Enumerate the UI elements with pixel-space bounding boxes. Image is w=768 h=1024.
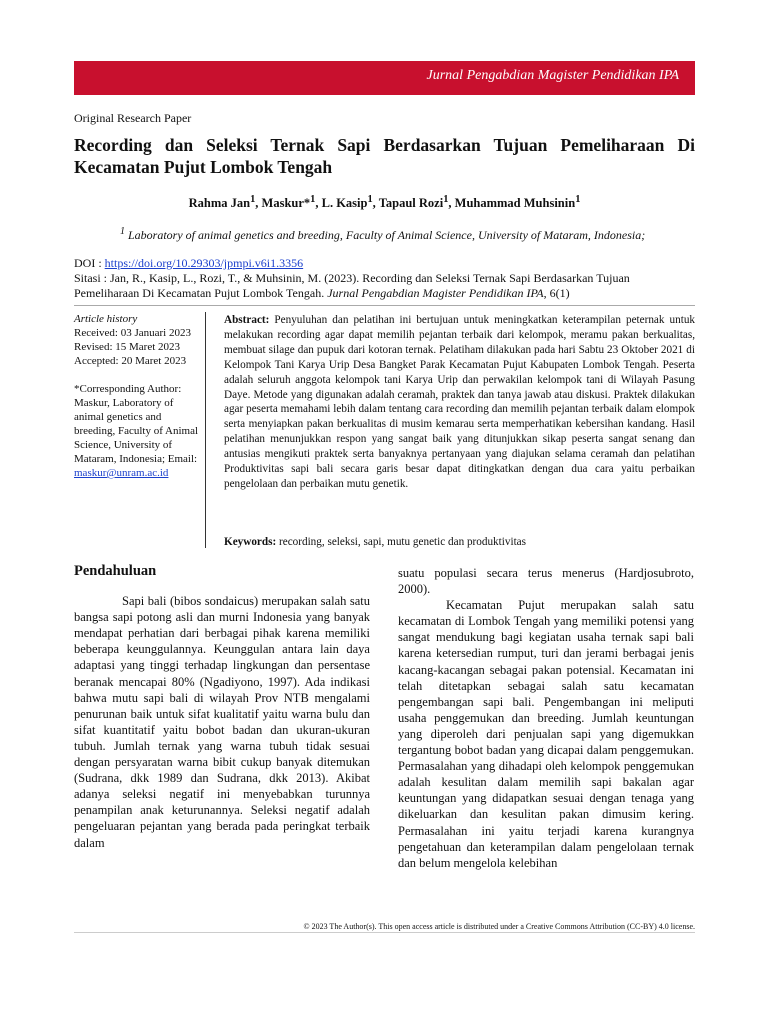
journal-name: Jurnal Pengabdian Magister Pendidikan IPA (426, 68, 679, 83)
accepted-date: Accepted: 20 Maret 2023 (74, 355, 187, 367)
keywords-label: Keywords: (224, 536, 277, 548)
author-name: L. Kasip (321, 196, 368, 211)
body-paragraph: suatu populasi secara terus menerus (Hardjosubroto, 2000). (398, 566, 694, 597)
corresponding-email-link[interactable]: maskur@unram.ac.id (74, 467, 169, 479)
citation-volume: , 6(1) (543, 286, 570, 300)
paper-type: Original Research Paper (74, 111, 192, 125)
keywords-text: recording, seleksi, sapi, mutu genetic dan produktivitas (279, 536, 526, 548)
doi-link[interactable]: https://doi.org/10.29303/jpmpi.v6i1.3356 (104, 256, 304, 270)
doi-line (74, 256, 303, 271)
footer-divider (74, 932, 695, 933)
author-mark: 1 (310, 194, 316, 205)
author-name: Maskur* (261, 196, 311, 211)
affiliation-mark: 1 (120, 226, 125, 237)
license-footer: © 2023 The Author(s). This open access article is distributed under a Creative Commons Attribution (CC-BY) 4.0 license. (303, 922, 695, 931)
author-name: Rahma Jan (188, 196, 251, 211)
author-mark: 1 (250, 194, 256, 205)
header-divider (74, 305, 695, 306)
affiliation (120, 226, 645, 243)
author-name: Muhammad Muhsinin (454, 196, 576, 211)
body-column-left (74, 563, 370, 851)
corresponding-author (74, 382, 202, 480)
author-mark: 1 (575, 194, 581, 205)
citation-journal: Jurnal Pengabdian Magister Pendidikan IPA (327, 286, 544, 300)
abstract-label: Abstract: (224, 314, 270, 326)
article-info-sidebar (74, 312, 202, 480)
doi-label: DOI : (74, 256, 105, 270)
corresponding-text: *Corresponding Author: Maskur, Laboratory of animal genetics and breeding, Faculty of Animal Science, University of Mataram, Indonesia; Email: (74, 383, 199, 465)
author-name: Tapaul Rozi (378, 196, 444, 211)
section-heading: Pendahuluan (74, 563, 157, 579)
revised-date: Revised: 15 Maret 2023 (74, 341, 181, 353)
body-paragraph: Sapi bali (bibos sondaicus) merupakan salah satu bangsa sapi potong asli dan murni Indonesia yang banyak mendapat perhatian dari berbagai pihak karena memiliki beberapa keunggulannya. Keunggulan antara lain daya adaptasi yang tinggi terhadap lingkungan dan persentase beranak mencapai 80% (Ngadiyono, 1997). Ada indikasi bahwa mutu sapi bali di wilayah Prov NTB mengalami penurunan baik untuk sifat kualitatif yaitu warna bulu dan sifat kuantitatif yaitu bobot badan dan ukuran-ukuran tubuh. Jumlah ternak yang warna tubuh tidak sesuai dengan persyaratan warna bibit cukup banyak ditemukan (Sudrana, dkk 1989 dan Sudrana, dkk 2013). Akibat adanya seleksi negatif ini menyebabkan turunnya penampilan anak keturunannya. Seleksi negatif adalah pengeluaran pejantan yang berada pada peringkat terbaik dalam (74, 594, 370, 850)
paper-title: Recording dan Seleksi Ternak Sapi Berdasarkan Tujuan Pemeliharaan Di Kecamatan Pujut Lombok Tengah (74, 135, 695, 177)
received-date: Received: 03 Januari 2023 (74, 327, 191, 339)
citation-text: Sitasi : Jan, R., Kasip, L., Rozi, T., & Muhsinin, M. (2023). Recording dan Seleksi Ternak Sapi Berdasarkan Tujuan Pemeliharaan Di Kecamatan Pujut Lombok Tengah. (74, 271, 630, 300)
body-column-right (398, 565, 694, 871)
affiliation-text: Laboratory of animal genetics and breeding, Faculty of Animal Science, University of Mataram, Indonesia; (128, 228, 646, 242)
journal-banner (74, 61, 695, 95)
author-mark: 1 (443, 194, 449, 205)
sidebar-divider (205, 312, 206, 548)
citation (74, 271, 695, 301)
abstract (224, 313, 695, 492)
body-paragraph: Kecamatan Pujut merupakan salah satu kecamatan di Lombok Tengah yang memiliki potensi yang sangat mendukung bagi kegiatan usaha ternak sapi bali karena ketersedian rumput, turi dan jerami berbagai jenis kacang-kacangan sebagai pakan potensial. Kecamatan ini telah ditetapkan sebagai salah satu kecamatan pengembangan sapi bali. Pengembangan ini meliputi usaha penggemukan dan breeding. Jumlah keuntungan yang diperoleh dari penjualan sapi yang digemukkan tergantung bobot badan yang dicapai dalam penggemukan. Permasalahan yang dihadapi oleh kelompok penggemukan adalah kesulitan dalam memilih sapi bakalan agar keuntungan yang didapatkan sesuai dengan tenaga yang dikeluarkan dan kesulitan pakan dimusim kering. Permasalahan ini yaitu terjadi karena kurangnya pengetahuan dan keterampilan dalam pengelolaan ternak dan belum mengelola kelebihan (398, 598, 694, 870)
keywords (224, 536, 695, 548)
author-list: Rahma Jan$^1$, Maskur*$^1$, L. Kasip$^1$, Tapaul Rozi$^1$, Muhammad Muhsinin$^1$ (188, 194, 581, 211)
history-heading: Article history (74, 313, 138, 325)
author-mark: 1 (367, 194, 373, 205)
abstract-text: Penyuluhan dan pelatihan ini bertujuan untuk meningkatkan keterampilan peternak untuk melakukan recording agar dapat memilih pejantan terbaik dari kelompok, meramu pakan berkualitas, membuat silage dan pupuk dari kotoran ternak. Pelatiham dilakukan pada hari Sabtu 23 Oktober 2021 di Kelompok Tani Karya Urip Desa Bangket Parak Kecamatan Pujut Kabupaten Lombok Tengah. Peserta adalah seluruh anggota kelompok tani Karya Urip dan perwakilan kelompok tani di Wilayah Pasung Daye. Metode yang digunakan adalah ceramah, praktek dan tanya jawab atau diskusi. Praktek dilakukan agar peserta memahami lebih dalam tentang cara recording dan memilih pejantan terbaik dalam elompok serta menyiapkan pakan berkualitas di musim kemarau serta memperhatikan kebersihan kandang. Hasil pelatihan menunjukkan respon yang sangat baik yang ditunjukkan sikap peserta sangat senang dan antusias mengikuti praktek serta banyaknya pertanyaan yang diajukan selama ceramah dan pelatihan Produktivitas sapi bali secara garis besar dapat ditingkatkan dengan dua cara yaitu perbaikan pengelolaan dan perbaikan mutu genetik. (224, 314, 696, 490)
